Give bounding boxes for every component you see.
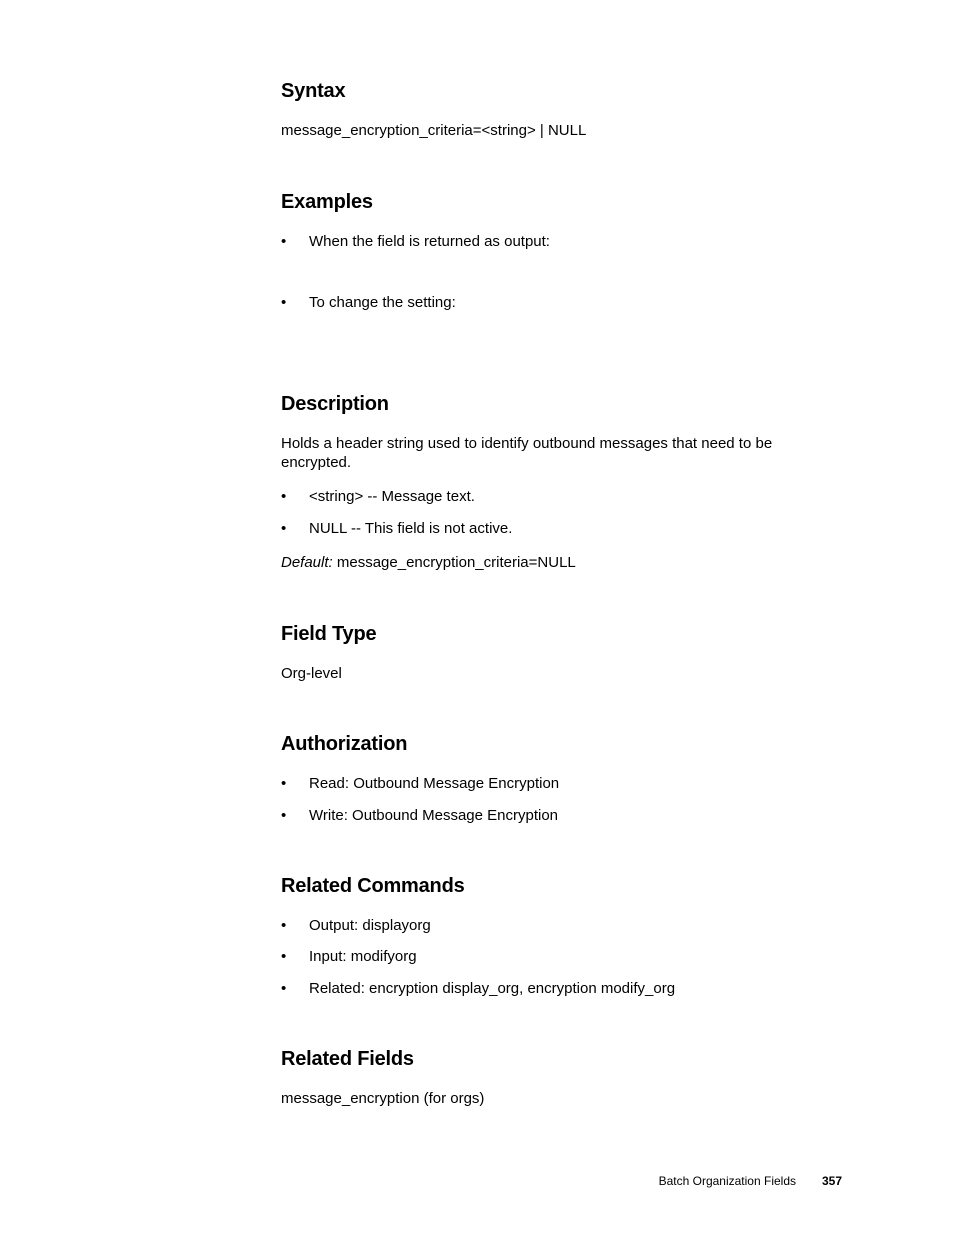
page-number: 357 xyxy=(821,1174,842,1188)
related-fields-text: message_encryption (for orgs) xyxy=(281,1090,485,1107)
section-heading-field-type: Field Type xyxy=(281,623,377,645)
bullet: • xyxy=(281,488,287,505)
list-item-text: Read: Outbound Message Encryption xyxy=(309,775,560,792)
bullet: • xyxy=(281,807,287,824)
bullet: • xyxy=(281,980,287,997)
section-heading-related-fields: Related Fields xyxy=(281,1048,414,1070)
bullet: • xyxy=(281,948,287,965)
bullet: • xyxy=(281,520,287,537)
bullet: • xyxy=(281,917,287,934)
default-label: Default: xyxy=(281,554,333,571)
section-heading-related-commands: Related Commands xyxy=(281,875,465,897)
bullet: • xyxy=(281,294,287,311)
default-line xyxy=(281,553,576,572)
bullet: • xyxy=(281,233,287,250)
list-item-text: Output: displayorg xyxy=(309,917,431,934)
list-item-text: When the field is returned as output: xyxy=(309,233,550,250)
section-heading-authorization: Authorization xyxy=(281,733,408,755)
list-item-text: Related: encryption display_org, encryption modify_org xyxy=(309,980,676,997)
section-heading-syntax: Syntax xyxy=(281,80,346,102)
section-heading-description: Description xyxy=(281,393,389,415)
description-text: Holds a header string used to identify outbound messages that need to be encrypted. xyxy=(281,435,773,471)
list-item-text: Write: Outbound Message Encryption xyxy=(309,807,559,824)
syntax-text: message_encryption_criteria=<string> | NULL xyxy=(281,122,587,139)
list-item-text: <string> -- Message text. xyxy=(309,488,475,505)
list-item-text: NULL -- This field is not active. xyxy=(309,520,513,537)
default-value: message_encryption_criteria=NULL xyxy=(336,554,576,571)
list-item-text: To change the setting: xyxy=(309,294,456,311)
footer-title: Batch Organization Fields xyxy=(658,1174,796,1188)
bullet: • xyxy=(281,775,287,792)
field-type-text: Org-level xyxy=(281,665,342,682)
list-item-text: Input: modifyorg xyxy=(309,948,417,965)
section-heading-examples: Examples xyxy=(281,191,373,213)
